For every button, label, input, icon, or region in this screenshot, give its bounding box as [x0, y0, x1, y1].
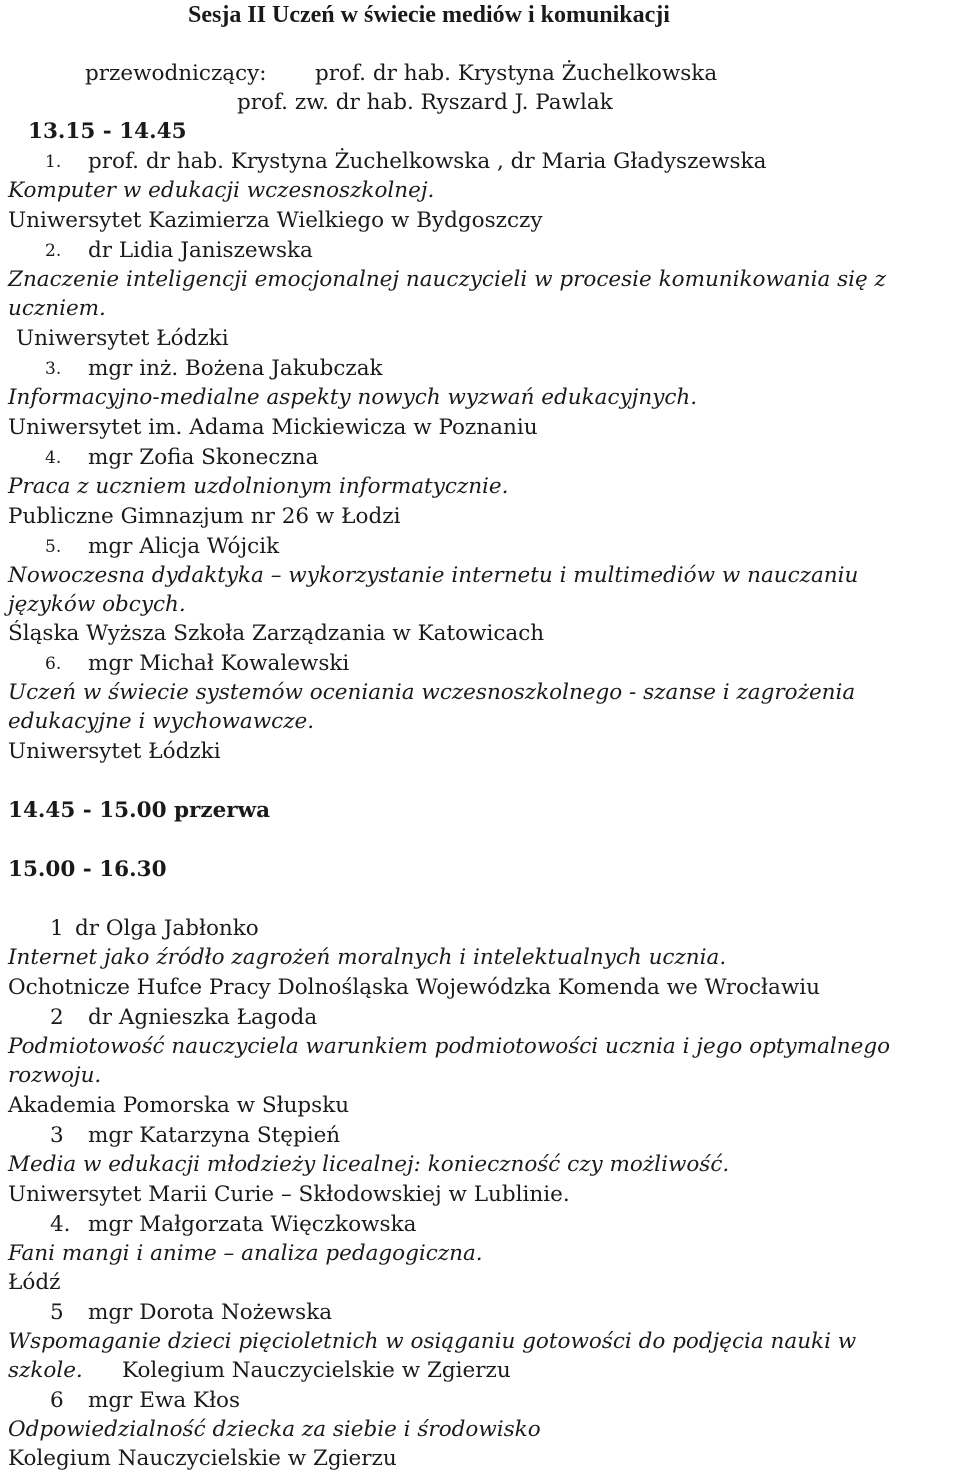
item-title: Fani mangi i anime – analiza pedagogiczna.: [8, 1241, 483, 1266]
chairs-label: przewodniczący:: [85, 61, 267, 86]
item-title-continued: uczniem.: [8, 296, 106, 321]
break-line: 14.45 - 15.00 przerwa: [8, 798, 271, 823]
item-title: Nowoczesna dydaktyka – wykorzystanie internetu i multimediów w nauczaniu: [8, 563, 859, 588]
chair-1: prof. dr hab. Krystyna Żuchelkowska: [315, 61, 718, 86]
item-title: Znaczenie inteligencji emocjonalnej nauczycieli w procesie komunikowania się z: [8, 267, 886, 292]
item-author: mgr inż. Bożena Jakubczak: [88, 356, 383, 381]
item-number: 6.: [45, 654, 62, 674]
item-institution: Ochotnicze Hufce Pracy Dolnośląska Wojewódzka Komenda we Wrocławiu: [8, 975, 820, 1000]
item-institution: Akademia Pomorska w Słupsku: [8, 1093, 350, 1118]
item-title: Podmiotowość nauczyciela warunkiem podmiotowości ucznia i jego optymalnego: [8, 1034, 891, 1059]
item-institution: Kolegium Nauczycielskie w Zgierzu: [122, 1358, 511, 1383]
item-institution: Uniwersytet Łódzki: [16, 326, 229, 351]
item-title: Praca z uczniem uzdolnionym informatycznie.: [8, 474, 509, 499]
item-institution: Kolegium Nauczycielskie w Zgierzu: [8, 1446, 397, 1471]
item-institution: Uniwersytet Kazimierza Wielkiego w Bydgoszczy: [8, 208, 543, 233]
item-institution: Uniwersytet im. Adama Mickiewicza w Poznaniu: [8, 415, 538, 440]
item-title-continued: edukacyjne i wychowawcze.: [8, 709, 315, 734]
item-author: dr Agnieszka Łagoda: [88, 1005, 318, 1030]
item-institution: Łódź: [8, 1270, 61, 1295]
item-institution: Śląska Wyższa Szkoła Zarządzania w Katowicach: [8, 621, 545, 646]
block1-time: 13.15 - 14.45: [28, 119, 187, 144]
item-author: mgr Alicja Wójcik: [88, 534, 280, 559]
item-number: 2.: [45, 241, 62, 261]
item-number: 4.: [50, 1212, 71, 1237]
item-number: 3.: [45, 359, 62, 379]
item-author: mgr Zofia Skoneczna: [88, 445, 319, 470]
block2-time: 15.00 - 16.30: [8, 857, 167, 882]
item-number: 6: [50, 1388, 64, 1413]
item-title-continued: języków obcych.: [8, 592, 186, 617]
item-title-continued: szkole.: [8, 1358, 83, 1383]
item-author: mgr Katarzyna Stępień: [88, 1123, 341, 1148]
item-institution: Uniwersytet Marii Curie – Skłodowskiej w Lublinie.: [8, 1182, 570, 1207]
item-title: Wspomaganie dzieci pięcioletnich w osiąganiu gotowości do podjęcia nauki w: [8, 1329, 857, 1354]
chair-2: prof. zw. dr hab. Ryszard J. Pawlak: [237, 90, 613, 115]
item-author: dr Olga Jabłonko: [75, 916, 259, 941]
item-number: 5: [50, 1300, 64, 1325]
item-title: Komputer w edukacji wczesnoszkolnej.: [8, 178, 435, 203]
item-number: 3: [50, 1123, 64, 1148]
item-title: Informacyjno-medialne aspekty nowych wyzwań edukacyjnych.: [8, 385, 698, 410]
item-author: mgr Michał Kowalewski: [88, 651, 350, 676]
item-author: mgr Ewa Kłos: [88, 1388, 241, 1413]
session-title: Sesja II Uczeń w świecie mediów i komunikacji: [188, 2, 670, 28]
item-title: Uczeń w świecie systemów oceniania wczesnoszkolnego - szanse i zagrożenia: [8, 680, 856, 705]
item-title: Media w edukacji młodzieży licealnej: konieczność czy możliwość.: [8, 1152, 730, 1177]
item-institution: Uniwersytet Łódzki: [8, 739, 221, 764]
item-author: dr Lidia Janiszewska: [88, 238, 313, 263]
item-author: mgr Małgorzata Więczkowska: [88, 1212, 417, 1237]
item-number: 2: [50, 1005, 64, 1030]
item-number: 5.: [45, 537, 62, 557]
item-author: mgr Dorota Nożewska: [88, 1300, 333, 1325]
item-institution: Publiczne Gimnazjum nr 26 w Łodzi: [8, 504, 401, 529]
item-number: 1: [50, 916, 64, 941]
item-title-continued: rozwoju.: [8, 1063, 102, 1088]
item-title: Odpowiedzialność dziecka za siebie i środowisko: [8, 1417, 541, 1442]
item-number: 1.: [45, 152, 62, 172]
item-title: Internet jako źródło zagrożeń moralnych i intelektualnych ucznia.: [8, 945, 727, 970]
item-number: 4.: [45, 448, 62, 468]
item-author: prof. dr hab. Krystyna Żuchelkowska , dr Maria Gładyszewska: [88, 149, 767, 174]
